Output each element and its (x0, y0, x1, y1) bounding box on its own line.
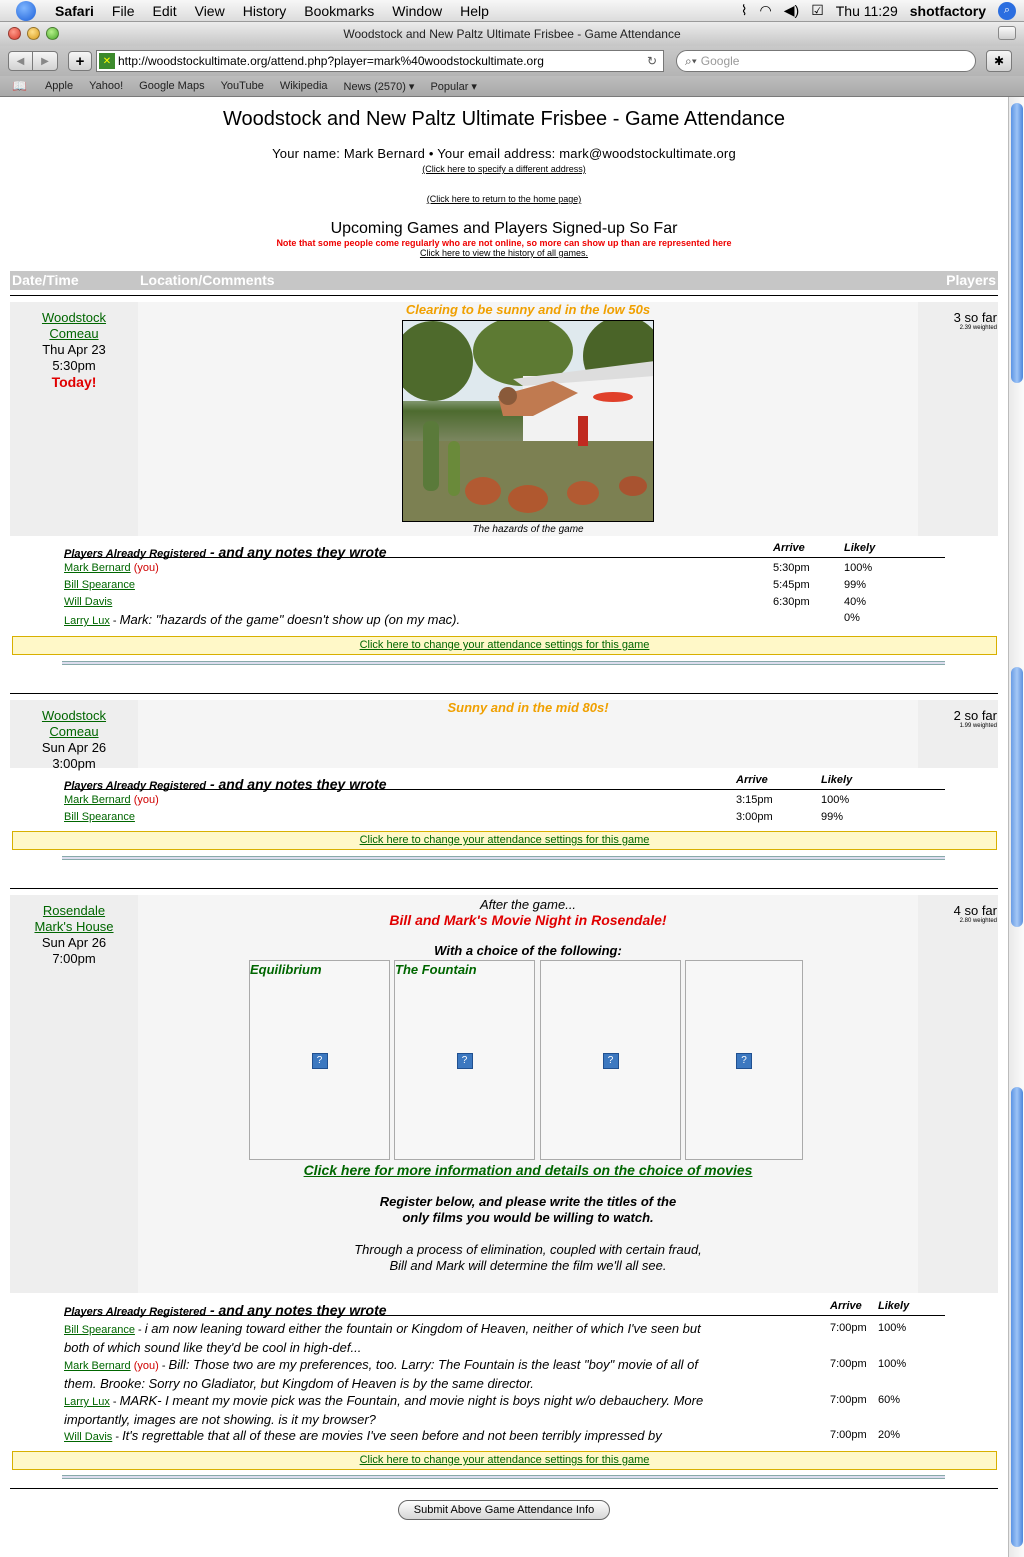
forward-button[interactable]: ▶ (33, 51, 58, 71)
arrive-time: 6:30pm (773, 596, 810, 608)
upcoming-games-heading: Upcoming Games and Players Signed-up So Far (330, 220, 678, 237)
bookmarks-bar (0, 76, 1024, 97)
change-attendance-link[interactable]: Click here to change your attendance settings for this game (359, 1454, 650, 1466)
user-name[interactable]: shotfactory (909, 2, 986, 19)
player-row (64, 811, 945, 823)
player-link[interactable]: Mark Bernard (64, 794, 131, 806)
menu-window[interactable]: Window (392, 2, 443, 19)
likely-percent: 40% (844, 596, 867, 608)
likely-header: Likely (821, 774, 853, 786)
movie-night-headline: Bill and Mark's Movie Night in Rosendale! (389, 912, 667, 928)
likely-percent: 100% (878, 1322, 907, 1334)
scrollbar-thumb[interactable] (1011, 103, 1023, 383)
movie-poster[interactable] (540, 960, 681, 1160)
game-1-field-link[interactable]: Comeau (49, 326, 99, 341)
register-text-2: only films you would be willing to watch. (402, 1210, 654, 1225)
arrive-time: 5:30pm (773, 562, 810, 574)
game-3-players-table (64, 1298, 945, 1443)
activity-icon[interactable]: ⌇ (740, 2, 748, 18)
arrive-time: 3:00pm (736, 811, 773, 823)
broken-image-icon: ? (603, 1053, 619, 1069)
player-row (64, 562, 945, 574)
menu-app[interactable]: Safari (55, 2, 94, 19)
process-text-2: Bill and Mark will determine the film we'll all see. (389, 1258, 667, 1273)
player-link[interactable]: Mark Bernard (64, 562, 131, 574)
name-label: Your name: (272, 146, 341, 161)
spotlight-search-icon[interactable]: ⌕ (998, 2, 1016, 20)
player-row: Bill Spearance - i am now leaning toward either the fountain or Kingdom of Heaven, neither of which I've seen but both of which sound like they'd be cool in high-def... 7:00pm 100% (64, 1321, 907, 1355)
game-1-comments (138, 302, 918, 536)
user-name-value: Mark Bernard (343, 146, 426, 161)
game-3-count (918, 895, 998, 1293)
notes-label: - and any notes they wrote (206, 776, 387, 792)
game-3 (10, 895, 998, 1293)
bookmark-news[interactable]: News (2570) ▾ (343, 80, 415, 93)
players-header (64, 540, 945, 558)
menu-edit[interactable]: Edit (152, 2, 177, 19)
game-2-count (918, 700, 998, 768)
player-row: Larry Lux - MARK- I meant my movie pick was the Fountain, and movie night is boys night w/o debauchery. More importantly, images are not showing. is it my browser? 7:00pm 60% (64, 1393, 901, 1427)
game-2-date: Sun Apr 26 (41, 740, 107, 755)
zoom-window-button[interactable] (46, 27, 59, 40)
bullet-separator: • (428, 146, 434, 161)
frisbee-photo-art (403, 321, 654, 522)
frisbee-photo (402, 320, 654, 522)
player-row: Larry Lux - Mark: "hazards of the game" doesn't show up (on my mac). 0% (64, 612, 860, 627)
likely-percent: 99% (821, 811, 844, 823)
close-window-button[interactable] (8, 27, 21, 40)
col-date-header: Date/Time (12, 272, 79, 288)
menu-history[interactable]: History (242, 2, 287, 19)
you-marker: (you) (133, 1360, 159, 1372)
bookmark-youtube[interactable]: YouTube (220, 80, 264, 92)
arrive-header: Arrive (736, 774, 768, 786)
back-button[interactable]: ◀ (8, 51, 33, 71)
toolbar-toggle-button[interactable] (998, 26, 1016, 40)
col-players-header: Players (946, 272, 996, 288)
game-2-weather: Sunny and in the mid 80s! (447, 700, 609, 715)
player-row (64, 596, 945, 608)
player-link[interactable]: Mark Bernard (64, 1360, 131, 1372)
player-link[interactable]: Will Davis (64, 1431, 113, 1443)
page-content (0, 97, 1008, 1557)
movie-poster[interactable] (685, 960, 803, 1160)
window-title: Woodstock and New Paltz Ultimate Frisbee - Game Attendance (343, 27, 681, 41)
player-link[interactable]: Bill Spearance (64, 579, 135, 591)
player-row: Mark Bernard (you) - Bill: Those two are my preferences, too. Larry: The Fountain is the least "boy" movie of all of them. Brooke: Sorry no Gladiator, but Kingdom of Heaven is by the same director. 7:00pm 100% (64, 1357, 907, 1391)
movie-info-link[interactable]: Click here for more information and details on the choice of movies (303, 1162, 753, 1178)
likely-percent: 60% (878, 1394, 901, 1406)
game-1-count (918, 302, 998, 536)
player-link[interactable]: Larry Lux (64, 615, 110, 627)
vertical-scrollbar[interactable] (1008, 97, 1024, 1557)
volume-icon[interactable]: ◀) (783, 2, 800, 18)
game-1-today: Today! (51, 374, 97, 390)
game-1-date: Thu Apr 23 (42, 342, 106, 357)
broken-image-icon: ? (736, 1053, 752, 1069)
game-2-comments (138, 700, 918, 768)
submit-attendance-button[interactable]: Submit Above Game Attendance Info (398, 1500, 610, 1520)
window-titlebar (0, 22, 1024, 46)
address-bar[interactable] (96, 50, 664, 72)
arrive-header: Arrive (830, 1300, 862, 1312)
register-text-1: Register below, and please write the titles of the (379, 1194, 677, 1209)
arrive-time: 7:00pm (830, 1394, 867, 1406)
game-2-place-link[interactable]: Woodstock (41, 708, 107, 723)
arrive-time: 3:15pm (736, 794, 773, 806)
bookmark-wikipedia[interactable]: Wikipedia (279, 80, 328, 92)
menu-bookmarks[interactable]: Bookmarks (304, 2, 375, 19)
player-link[interactable]: Bill Spearance (64, 1324, 135, 1336)
game-2-weighted: 1.99 weighted (959, 723, 997, 729)
menu-view[interactable]: View (194, 2, 225, 19)
player-note-cont: both of which sound like they'd be cool in high-def... (64, 1340, 362, 1355)
likely-percent: 0% (844, 612, 860, 624)
choice-text: With a choice of the following: (434, 943, 622, 958)
game-3-datetime (10, 895, 138, 1293)
change-attendance-link[interactable]: Click here to change your attendance settings for this game (359, 639, 650, 651)
player-note-cont: them. Brooke: Sorry no Gladiator, but Kingdom of Heaven is by the same director. (64, 1376, 534, 1391)
search-field[interactable] (676, 50, 976, 72)
scrollbar-thumb[interactable] (1011, 1087, 1023, 1547)
email-label: Your email address: (437, 146, 556, 161)
game-3-field-link[interactable]: Mark's House (34, 919, 114, 934)
notes-label: - and any notes they wrote (206, 1302, 387, 1318)
you-marker: (you) (133, 794, 159, 806)
game-2-players-table (64, 772, 945, 823)
arrive-time: 7:00pm (830, 1322, 867, 1334)
bookmark-popular[interactable]: Popular ▾ (430, 80, 477, 93)
player-note: i am now leaning toward either the fountain or Kingdom of Heaven, neither of which I've seen but (144, 1321, 701, 1336)
likely-percent: 100% (878, 1358, 907, 1370)
game-1-datetime (10, 302, 138, 536)
minimize-window-button[interactable] (27, 27, 40, 40)
movie-poster[interactable] (394, 960, 535, 1160)
likely-percent: 100% (821, 794, 850, 806)
game-2-time: 3:00pm (52, 756, 96, 771)
likely-percent: 20% (878, 1429, 901, 1441)
menubar (0, 0, 1024, 22)
arrive-header: Arrive (773, 542, 805, 554)
game-1-time: 5:30pm (52, 358, 96, 373)
player-link[interactable]: Will Davis (64, 596, 113, 608)
offline-note: Note that some people come regularly who are not online, so more can show up than are represented here (276, 238, 732, 248)
game-1-players-table (64, 540, 945, 627)
page-title: Woodstock and New Paltz Ultimate Frisbee - Game Attendance (222, 108, 786, 130)
url-text[interactable]: http://woodstockultimate.org/attend.php?player=mark%40woodstockultimate.org (118, 54, 544, 68)
player-note: Mark: "hazards of the game" doesn't show up (on my mac). (119, 612, 461, 627)
apple-menu-icon[interactable] (16, 1, 36, 21)
game-3-weighted: 2.80 weighted (959, 918, 997, 924)
photo-caption: The hazards of the game (472, 524, 584, 535)
likely-percent: 100% (844, 562, 873, 574)
menu-help[interactable]: Help (460, 2, 489, 19)
arrive-time: 7:00pm (830, 1358, 867, 1370)
players-header (64, 772, 945, 790)
search-placeholder: Google (700, 54, 740, 68)
change-attendance-link[interactable]: Click here to change your attendance settings for this game (359, 834, 650, 846)
player-row: Will Davis - It's regrettable that all of these are movies I've seen before and not been terribly impressed by 7:00pm 20% (64, 1428, 901, 1443)
notes-label: - and any notes they wrote (206, 544, 387, 560)
change-attendance-game-2 (12, 831, 997, 850)
bookmarks-book-icon[interactable]: 📖 (12, 79, 27, 93)
clock[interactable]: Thu 11:29 (835, 2, 898, 19)
add-bookmark-button[interactable]: + (68, 51, 92, 71)
scrollbar-thumb[interactable] (1011, 667, 1023, 927)
snapback-button[interactable]: ✱ (986, 50, 1012, 72)
players-registered-label: Players Already Registered (64, 1306, 207, 1318)
search-icon: ⌕▾ (685, 53, 697, 68)
history-link[interactable]: Click here to view the history of all games. (419, 248, 589, 258)
arrive-time: 5:45pm (773, 579, 810, 591)
player-link[interactable]: Bill Spearance (64, 811, 135, 823)
email-value: mark@woodstockultimate.org (559, 146, 736, 161)
bookmark-yahoo[interactable]: Yahoo! (89, 80, 124, 92)
identity-line (0, 146, 1008, 161)
players-header (64, 1298, 945, 1316)
change-attendance-game-1 (12, 636, 997, 655)
game-3-place-link[interactable]: Rosendale (42, 903, 106, 918)
players-registered-label: Players Already Registered (64, 780, 207, 792)
player-note: Bill: Those two are my preferences, too. Larry: The Fountain is the least "boy" movie of all of (168, 1357, 699, 1372)
game-2-count-value: 2 so far (953, 708, 997, 723)
player-note-cont: importantly, images are not showing. is it my browser? (64, 1412, 376, 1427)
movie-title: Equilibrium (250, 962, 322, 977)
game-3-comments (138, 895, 918, 1293)
game-1-weather: Clearing to be sunny and in the low 50s (405, 302, 651, 317)
players-registered-label: Players Already Registered (64, 548, 207, 560)
player-row (64, 579, 945, 591)
reload-icon[interactable]: ↻ (646, 54, 657, 68)
game-1-weighted: 2.39 weighted (959, 325, 997, 331)
likely-percent: 99% (844, 579, 867, 591)
bookmark-apple[interactable]: Apple (44, 80, 74, 92)
player-link[interactable]: Larry Lux (64, 1396, 110, 1408)
games-table-header (10, 271, 998, 290)
game-3-date: Sun Apr 26 (41, 935, 107, 950)
browser-toolbar (0, 46, 1024, 76)
wifi-icon[interactable]: ◠ (759, 2, 772, 18)
col-location-header: Location/Comments (140, 272, 275, 288)
bookmark-google-maps[interactable]: Google Maps (139, 80, 205, 92)
game-1-place-link[interactable]: Woodstock (41, 310, 107, 325)
menu-file[interactable]: File (111, 2, 135, 19)
game-2-datetime (10, 700, 138, 771)
broken-image-icon: ? (457, 1053, 473, 1069)
game-1-count-value: 3 so far (953, 310, 997, 325)
likely-header: Likely (878, 1300, 910, 1312)
game-2-field-link[interactable]: Comeau (49, 724, 99, 739)
movie-choices (249, 960, 809, 1160)
game-2 (10, 700, 998, 771)
game-3-time: 7:00pm (52, 951, 96, 966)
after-game-text: After the game... (479, 897, 577, 912)
movie-poster[interactable] (249, 960, 390, 1160)
you-marker: (you) (133, 562, 159, 574)
player-note: It's regrettable that all of these are movies I've seen before and not been terribly impressed by (122, 1428, 662, 1443)
specify-address-link[interactable]: (Click here to specify a different address) (422, 164, 586, 174)
time-machine-icon[interactable]: ☑ (811, 2, 824, 18)
change-attendance-game-3 (12, 1451, 997, 1470)
movie-title: The Fountain (395, 962, 477, 977)
process-text-1: Through a process of elimination, coupled with certain fraud, (354, 1242, 702, 1257)
game-3-count-value: 4 so far (953, 903, 997, 918)
site-favicon-icon: ✕ (99, 53, 115, 69)
broken-image-icon: ? (312, 1053, 328, 1069)
game-1 (10, 302, 998, 536)
likely-header: Likely (844, 542, 876, 554)
player-row (64, 794, 945, 806)
home-page-link[interactable]: (Click here to return to the home page) (426, 194, 582, 204)
arrive-time: 7:00pm (830, 1429, 867, 1441)
player-note: MARK- I meant my movie pick was the Fountain, and movie night is boys night w/o debauchery. More (119, 1393, 704, 1408)
